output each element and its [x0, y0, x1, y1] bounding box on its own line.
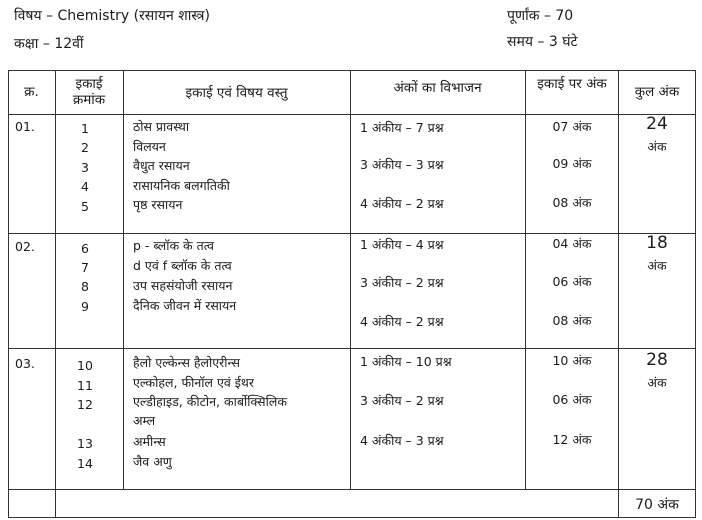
section-total: 28 [646, 350, 668, 370]
col-header-unit-no: इकाई क्रमांक [72, 76, 106, 108]
col-header-unit-content: इकाई एवं विषय वस्तु [185, 85, 288, 101]
unit-topic: अम्ल [133, 413, 156, 428]
unit-number: 12 [77, 397, 93, 412]
col-divider [350, 70, 351, 490]
mark-split: 1 अंकीय – 4 प्रश्न [360, 237, 444, 252]
col-divider [55, 70, 56, 518]
unit-number: 5 [81, 199, 89, 214]
unit-number: 1 [81, 121, 89, 136]
unit-topic: दैनिक जीवन में रसायन [133, 298, 237, 313]
row-divider [8, 233, 696, 234]
unit-topic: वैधुत रसायन [133, 158, 190, 173]
unit-marks: 12 अंक [552, 432, 592, 447]
unit-number: 10 [77, 358, 93, 373]
marks-table [8, 70, 696, 518]
row-divider [8, 114, 696, 115]
mark-split: 1 अंकीय – 7 प्रश्न [360, 120, 444, 135]
unit-topic: हैलो एल्केन्स हैलोएरीन्स [133, 355, 241, 370]
unit-marks: 07 अंक [552, 119, 592, 134]
col-header-total: कुल अंक [634, 84, 680, 100]
mark-split: 1 अंकीय – 10 प्रश्न [360, 354, 452, 369]
col-header-serial: क्र. [24, 84, 39, 100]
unit-topic: p - ब्लॉक के तत्व [133, 238, 214, 253]
mark-split: 3 अंकीय – 3 प्रश्न [360, 157, 444, 172]
unit-topic: पृष्ठ रसायन [133, 197, 183, 212]
unit-topic: एल्डीहाइड, कीटोन, कार्बोक्सिलिक [133, 394, 287, 409]
col-header-distribution: अंकों का विभाजन [393, 80, 482, 96]
unit-number: 14 [77, 456, 93, 471]
row-divider [8, 489, 696, 490]
section-serial: 03. [15, 356, 35, 371]
unit-topic: एल्कोहल, फीनॉल एवं ईथर [133, 375, 255, 390]
unit-number: 2 [81, 140, 89, 155]
unit-marks: 06 अंक [552, 392, 592, 407]
unit-marks: 08 अंक [552, 195, 592, 210]
mark-split: 4 अंकीय – 2 प्रश्न [360, 196, 444, 211]
unit-topic: अमीन्स [133, 434, 166, 449]
section-serial: 02. [15, 239, 35, 254]
unit-number: 6 [81, 241, 89, 256]
unit-topic: d एवं f ब्लॉक के तत्व [133, 258, 232, 273]
unit-number: 3 [81, 160, 89, 175]
mark-split: 4 अंकीय – 2 प्रश्न [360, 314, 444, 329]
section-total: 24 [646, 114, 668, 134]
unit-number: 13 [77, 436, 93, 451]
mark-split: 4 अंकीय – 3 प्रश्न [360, 433, 444, 448]
row-divider [8, 348, 696, 349]
mark-split: 3 अंकीय – 2 प्रश्न [360, 275, 444, 290]
mark-split: 3 अंकीय – 2 प्रश्न [360, 393, 444, 408]
unit-marks: 04 अंक [552, 236, 592, 251]
col-header-unit-marks: इकाई पर अंक [537, 76, 607, 92]
subject-line: विषय – Chemistry (रसायन शास्त्र) [14, 8, 210, 24]
time-line: समय – 3 घंटे [507, 34, 578, 50]
unit-topic: विलयन [133, 139, 166, 154]
unit-topic: उप सहसंयोजी रसायन [133, 278, 233, 293]
unit-topic: जैव अणु [133, 454, 172, 469]
section-total-unit: अंक [647, 139, 667, 154]
section-total: 18 [646, 233, 668, 253]
unit-number: 4 [81, 179, 89, 194]
unit-number: 11 [77, 378, 93, 393]
unit-number: 9 [81, 299, 89, 314]
unit-marks: 09 अंक [552, 156, 592, 171]
grand-total: 70 अंक [635, 497, 679, 513]
col-divider [525, 70, 526, 490]
unit-marks: 06 अंक [552, 274, 592, 289]
unit-topic: रासायनिक बलगतिकी [133, 178, 230, 193]
unit-number: 7 [81, 260, 89, 275]
section-total-unit: अंक [647, 375, 667, 390]
unit-marks: 08 अंक [552, 313, 592, 328]
unit-topic: ठोस प्रावस्था [133, 119, 190, 134]
max-marks-line: पूर्णांक – 70 [507, 8, 574, 24]
col-divider [123, 70, 124, 490]
unit-marks: 10 अंक [552, 353, 592, 368]
section-total-unit: अंक [647, 258, 667, 273]
class-line: कक्षा – 12वीं [14, 36, 84, 52]
section-serial: 01. [15, 119, 35, 134]
unit-number: 8 [81, 279, 89, 294]
